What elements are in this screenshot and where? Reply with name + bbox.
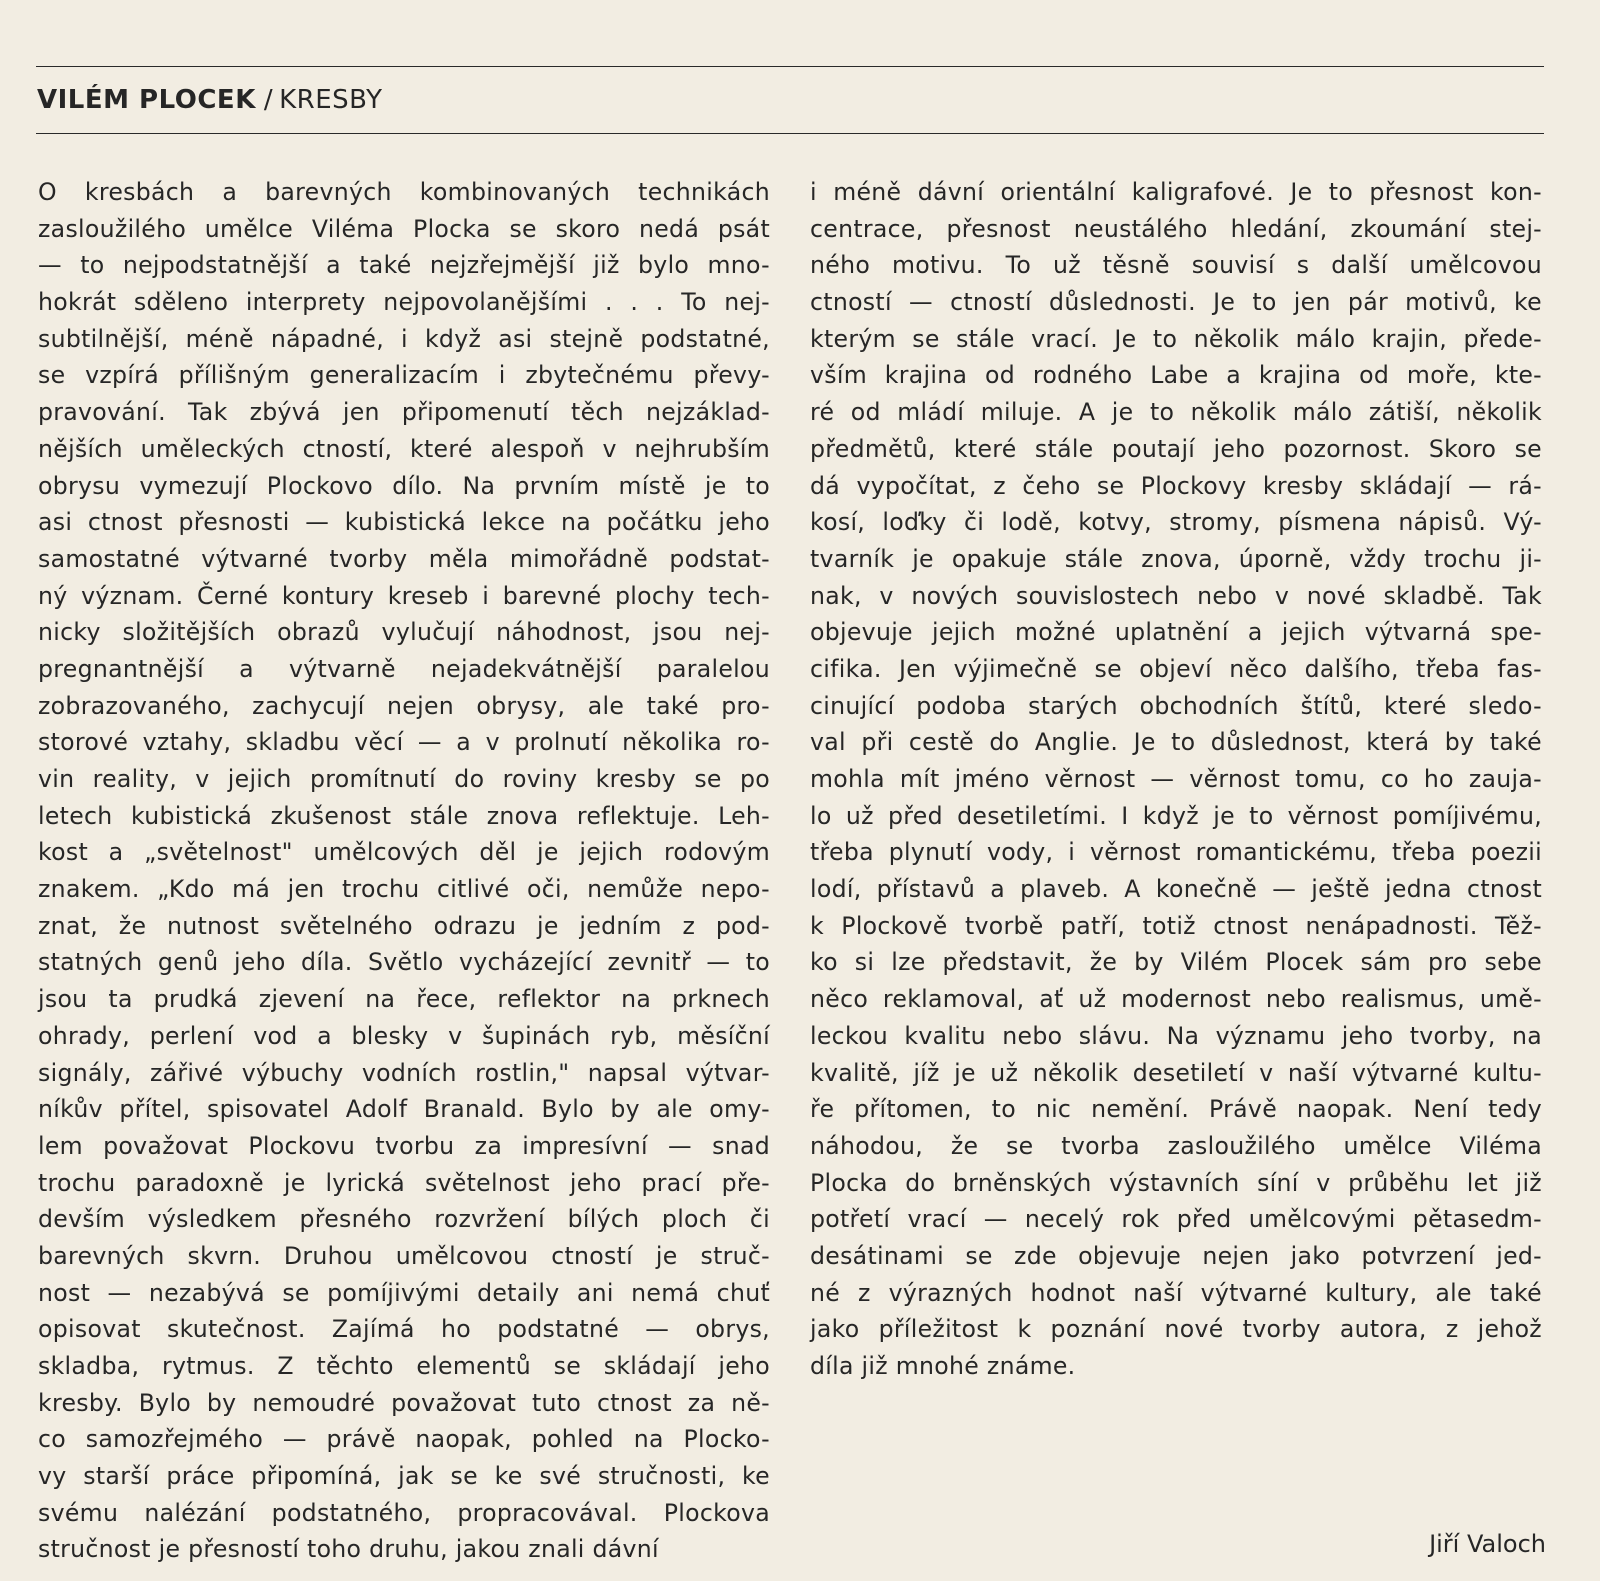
text-line: předmětů, které stále poutají jeho pozornost. Skoro se xyxy=(810,434,1542,463)
text-line: statných genů jeho díla. Světlo vycházející zevnitř — to xyxy=(38,948,770,977)
top-rule xyxy=(36,66,1544,67)
text-line: leckou kvalitu nebo slávu. Na významu jeho tvorby, na xyxy=(810,1021,1542,1050)
text-line: k Plockově tvorbě patří, totiž ctnost nenápadnosti. Těž- xyxy=(810,911,1542,940)
text-line: ré od mládí miluje. A je to několik málo zátiší, několik xyxy=(810,398,1542,427)
text-line: zobrazovaného, zachycují nejen obrysy, ale také pro- xyxy=(38,691,770,720)
text-line: ného motivu. To už těsně souvisí s další umělcovou xyxy=(810,251,1542,280)
text-line: lo už před desetiletími. I když je to věrnost pomíjivému, xyxy=(810,801,1542,830)
text-line: ctností — ctností důslednosti. Je to jen pár motivů, ke xyxy=(810,288,1542,317)
text-line: ný význam. Černé kontury kreseb i barevné plochy tech- xyxy=(38,581,770,610)
author-signature: Jiří Valoch xyxy=(1429,1530,1546,1558)
text-line: trochu paradoxně je lyrická světelnost jeho prací pře- xyxy=(38,1168,770,1197)
text-line: nost — nezabývá se pomíjivými detaily ani nemá chuť xyxy=(38,1278,770,1307)
text-line: i méně dávní orientální kaligrafové. Je to přesnost kon- xyxy=(810,178,1542,206)
text-line: kosí, loďky či lodě, kotvy, stromy, písmena nápisů. Vý- xyxy=(810,508,1542,537)
text-line: ko si lze představit, že by Vilém Plocek sám pro sebe xyxy=(810,948,1542,977)
text-line: jsou ta prudká zjevení na řece, reflektor na prknech xyxy=(38,985,770,1014)
text-line: nějších uměleckých ctností, které alespoň v nejhrubším xyxy=(38,434,770,463)
text-line: ohrady, perlení vod a blesky v šupinách ryb, měsíční xyxy=(38,1021,770,1050)
text-line: vin reality, v jejich promítnutí do roviny kresby se po xyxy=(38,765,770,793)
text-line: potřetí vrací — necelý rok před umělcovými pětasedm- xyxy=(810,1205,1542,1234)
text-line: mohla mít jméno věrnost — věrnost tomu, co ho zauja- xyxy=(810,765,1542,793)
text-line: něco reklamoval, ať už modernost nebo realismus, umě- xyxy=(810,985,1542,1014)
text-line: zasloužilého umělce Viléma Plocka se skoro nedá psát xyxy=(38,214,770,243)
text-line: devším výsledkem přesného rozvržení bílých ploch či xyxy=(38,1205,770,1234)
text-line: co samozřejmého — právě naopak, pohled na Plocko- xyxy=(38,1425,770,1454)
text-line: vším krajina od rodného Labe a krajina od moře, kte- xyxy=(810,361,1542,390)
text-line: pregnantnější a výtvarně nejadekvátnější paralelou xyxy=(38,654,770,683)
text-line: lodí, přístavů a plaveb. A konečně — ještě jedna ctnost xyxy=(810,875,1542,904)
text-line: barevných skvrn. Druhou umělcovou ctností je struč- xyxy=(38,1241,770,1270)
text-line: objevuje jejich možné uplatnění a jejich výtvarná spe- xyxy=(810,618,1542,647)
text-line: opisovat skutečnost. Zajímá ho podstatné — obrys, xyxy=(38,1315,770,1344)
text-line: — to nejpodstatnější a také nejzřejmější již bylo mno- xyxy=(38,251,770,280)
text-line: níkův přítel, spisovatel Adolf Branald. Bylo by ale omy- xyxy=(38,1095,770,1124)
heading-rule xyxy=(36,133,1544,134)
text-line: kresby. Bylo by nemoudré považovat tuto ctnost za ně- xyxy=(38,1388,770,1417)
text-line: Plocka do brněnských výstavních síní v průběhu let již xyxy=(810,1168,1542,1197)
title-separator: / xyxy=(263,85,274,115)
text-line: né z výrazných hodnot naší výtvarné kultury, ale také xyxy=(810,1278,1542,1307)
text-line: díla již mnohé známe. xyxy=(810,1352,1076,1380)
text-line: O kresbách a barevných kombinovaných technikách xyxy=(38,178,770,206)
text-line: cinující podoba starých obchodních štítů, které sledo- xyxy=(810,691,1542,720)
text-line: hokrát sděleno interprety nejpovolanějšími . . . To nej- xyxy=(38,288,770,317)
text-line: nicky složitějších obrazů vylučují náhodnost, jsou nej- xyxy=(38,618,770,647)
text-line: třeba plynutí vody, i věrnost romantickému, třeba poezii xyxy=(810,838,1542,867)
text-line: kost a „světelnost" umělcových děl je jejich rodovým xyxy=(38,838,770,867)
text-line: znat, že nutnost světelného odrazu je jedním z pod- xyxy=(38,911,770,940)
text-column-right xyxy=(810,174,1542,1385)
text-line: náhodou, že se tvorba zasloužilého umělce Viléma xyxy=(810,1131,1542,1160)
text-line: se vzpírá přílišným generalizacím i zbytečnému převy- xyxy=(38,361,770,390)
text-line: skladba, rytmus. Z těchto elementů se skládají jeho xyxy=(38,1352,770,1380)
text-line: pravování. Tak zbývá jen připomenutí těch nejzáklad- xyxy=(38,398,770,427)
text-line: dá vypočítat, z čeho se Plockovy kresby skládají — rá- xyxy=(810,471,1542,500)
text-line: stručnost je přesností toho druhu, jakou znali dávní xyxy=(38,1535,659,1564)
text-line: vy starší práce připomíná, jak se ke své stručnosti, ke xyxy=(38,1462,770,1491)
text-line: kterým se stále vrací. Je to několik málo krajin, přede- xyxy=(810,324,1542,353)
text-line: svému nalézání podstatného, propracovával. Plockova xyxy=(38,1498,770,1527)
text-line: samostatné výtvarné tvorby měla mimořádně podstat- xyxy=(38,544,770,573)
text-line: lem považovat Plockovu tvorbu za impresívní — snad xyxy=(38,1131,770,1160)
text-line: obrysu vymezují Plockovo dílo. Na prvním místě je to xyxy=(38,471,770,500)
text-line: znakem. „Kdo má jen trochu citlivé oči, nemůže nepo- xyxy=(38,875,770,904)
text-line: asi ctnost přesnosti — kubistická lekce na počátku jeho xyxy=(38,508,770,537)
text-line: signály, zářivé výbuchy vodních rostlin," napsal výtvar- xyxy=(38,1058,770,1087)
text-line: tvarník je opakuje stále znova, úporně, vždy trochu ji- xyxy=(810,544,1542,573)
text-line: subtilnější, méně nápadné, i když asi stejně podstatné, xyxy=(38,324,770,353)
text-line: kvalitě, jíž je už několik desetiletí v naší výtvarné kultu- xyxy=(810,1058,1542,1087)
text-line: desátinami se zde objevuje nejen jako potvrzení jed- xyxy=(810,1241,1542,1270)
text-line: storové vztahy, skladbu věcí — a v prolnutí několika ro- xyxy=(38,728,770,757)
text-line: centrace, přesnost neustálého hledání, zkoumání stej- xyxy=(810,214,1542,243)
page-title xyxy=(37,82,382,118)
text-column-left xyxy=(38,174,770,1568)
text-line: jako příležitost k poznání nové tvorby autora, z jehož xyxy=(810,1315,1542,1344)
text-line: cifika. Jen výjimečně se objeví něco dalšího, třeba fas- xyxy=(810,654,1542,683)
artist-name: VILÉM PLOCEK xyxy=(37,85,256,115)
text-line: val při cestě do Anglie. Je to důslednost, která by také xyxy=(810,728,1542,757)
text-line: nak, v nových souvislostech nebo v nové skladbě. Tak xyxy=(810,581,1542,610)
text-line: ře přítomen, to nic nemění. Právě naopak. Není tedy xyxy=(810,1095,1542,1124)
section-title: KRESBY xyxy=(279,85,383,115)
text-line: letech kubistická zkušenost stále znova reflektuje. Leh- xyxy=(38,801,770,830)
